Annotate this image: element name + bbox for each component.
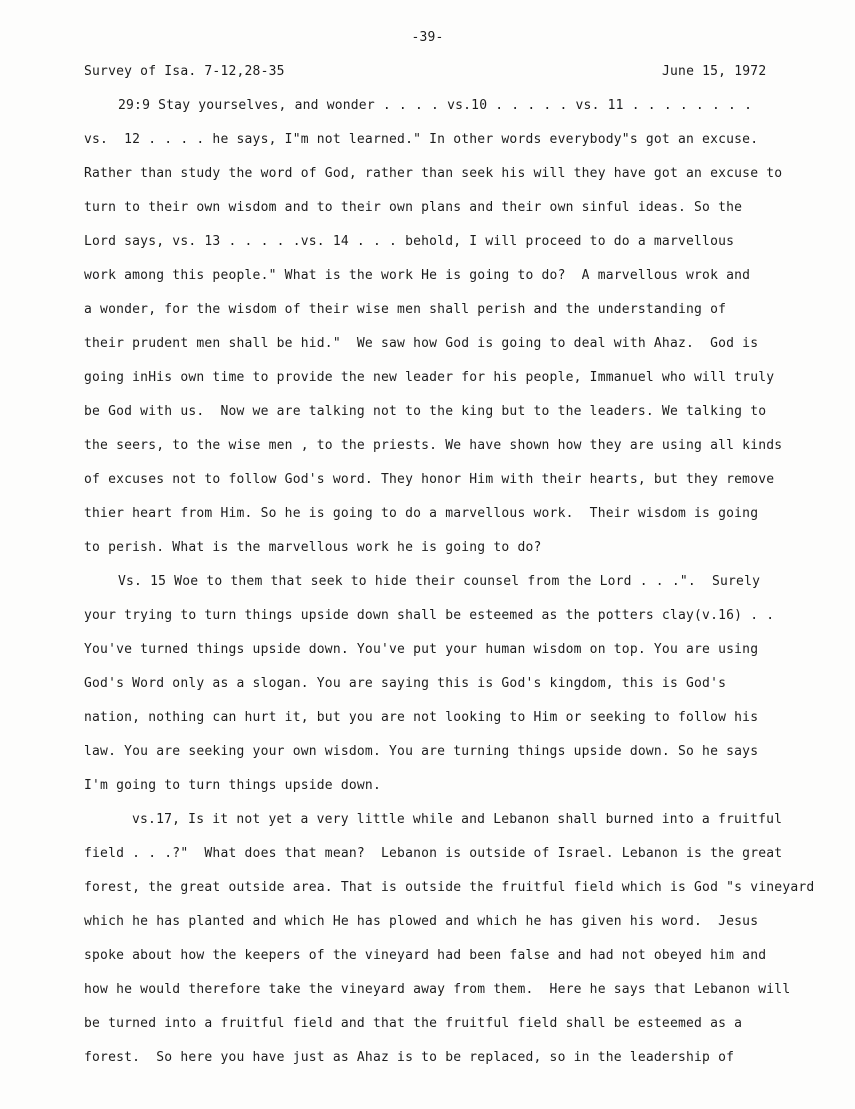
body-line: Vs. 15 Woe to them that seek to hide their counsel from the Lord . . .". Surely (118, 574, 761, 589)
body-line: forest, the great outside area. That is outside the fruitful field which is God "s vineyard (84, 880, 815, 895)
document-date: June 15, 1972 (662, 64, 767, 79)
body-line: Lord says, vs. 13 . . . . .vs. 14 . . . behold, I will proceed to do a marvellous (84, 234, 735, 249)
body-line: which he has planted and which He has plowed and which he has given his word. Jesus (84, 914, 759, 929)
body-line: of excuses not to follow God's word. They honor Him with their hearts, but they remove (84, 472, 775, 487)
body-line: God's Word only as a slogan. You are saying this is God's kingdom, this is God's (84, 676, 727, 691)
body-line: your trying to turn things upside down shall be esteemed as the potters clay(v.16) . . (84, 608, 775, 623)
body-line: to perish. What is the marvellous work he is going to do? (84, 540, 542, 555)
body-line: going inHis own time to provide the new leader for his people, Immanuel who will truly (84, 370, 775, 385)
body-line: vs.17, Is it not yet a very little while and Lebanon shall burned into a fruitful (132, 812, 783, 827)
body-line: 29:9 Stay yourselves, and wonder . . . . vs.10 . . . . . vs. 11 . . . . . . . . (118, 98, 753, 113)
body-line: thier heart from Him. So he is going to do a marvellous work. Their wisdom is going (84, 506, 759, 521)
body-line: be God with us. Now we are talking not to the king but to the leaders. We talking to (84, 404, 767, 419)
body-line: forest. So here you have just as Ahaz is to be replaced, so in the leadership of (84, 1050, 735, 1065)
body-line: turn to their own wisdom and to their own plans and their own sinful ideas. So the (84, 200, 743, 215)
body-line: work among this people." What is the work He is going to do? A marvellous wrok and (84, 268, 751, 283)
body-line: spoke about how the keepers of the vineyard had been false and had not obeyed him and (84, 948, 767, 963)
body-line: Rather than study the word of God, rather than seek his will they have got an excuse to (84, 166, 783, 181)
body-line: nation, nothing can hurt it, but you are not looking to Him or seeking to follow his (84, 710, 759, 725)
body-line: the seers, to the wise men , to the priests. We have shown how they are using all kinds (84, 438, 783, 453)
body-line: I'm going to turn things upside down. (84, 778, 381, 793)
body-line: You've turned things upside down. You've put your human wisdom on top. You are using (84, 642, 759, 657)
body-line: vs. 12 . . . . he says, I"m not learned." In other words everybody"s got an excuse. (84, 132, 759, 147)
body-line: how he would therefore take the vineyard away from them. Here he says that Lebanon will (84, 982, 791, 997)
body-line: their prudent men shall be hid." We saw how God is going to deal with Ahaz. God is (84, 336, 759, 351)
body-line: law. You are seeking your own wisdom. You are turning things upside down. So he says (84, 744, 759, 759)
body-line: field . . .?" What does that mean? Lebanon is outside of Israel. Lebanon is the great (84, 846, 783, 861)
document-title: Survey of Isa. 7-12,28-35 (84, 64, 285, 79)
body-line: a wonder, for the wisdom of their wise men shall perish and the understanding of (84, 302, 727, 317)
body-line: be turned into a fruitful field and that the fruitful field shall be esteemed as a (84, 1016, 743, 1031)
page-number: -39- (411, 30, 444, 45)
